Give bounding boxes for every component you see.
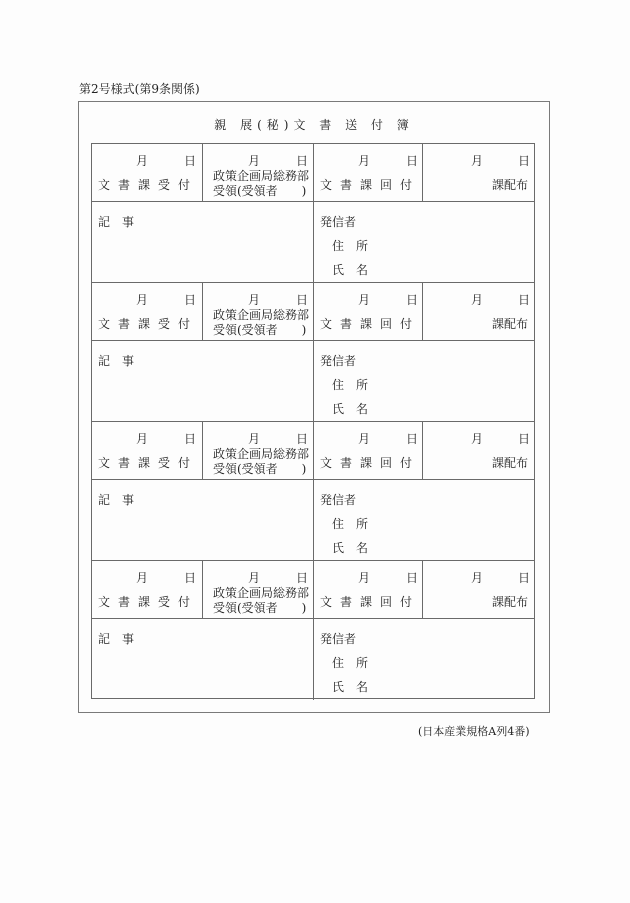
notes-cell[interactable]: [92, 202, 313, 282]
entry-header-row: [92, 283, 534, 341]
day-label: 日: [406, 293, 419, 307]
document-title: 親 展(秘)文 書 送 付 簿: [214, 118, 414, 132]
day-label: 日: [296, 571, 309, 585]
sender-label: 発信者: [320, 354, 357, 368]
sender-label: 発信者: [320, 493, 357, 507]
day-label: 日: [518, 432, 531, 446]
reception-label: 文書課受付: [98, 317, 199, 331]
general-affairs-receipt-cell[interactable]: [202, 283, 313, 340]
name-label: 氏名: [332, 263, 381, 277]
distribution-label: 課配布: [491, 456, 528, 470]
distribution-cell[interactable]: [422, 561, 534, 618]
delivery-register-table: [91, 143, 535, 699]
name-label: 氏名: [332, 402, 381, 416]
sender-cell[interactable]: [313, 619, 534, 700]
entry-body-row: [92, 202, 534, 283]
month-label: 月: [248, 293, 261, 307]
general-affairs-label: [213, 169, 309, 199]
sender-cell[interactable]: [313, 202, 534, 282]
entry-header-row: [92, 144, 534, 202]
day-label: 日: [184, 293, 197, 307]
reception-cell[interactable]: [92, 561, 202, 618]
receiver-label: 受領(受領者 ): [213, 184, 307, 198]
forwarding-cell[interactable]: [313, 422, 422, 479]
dept-name: 政策企画局総務部: [213, 586, 310, 600]
month-label: 月: [136, 571, 149, 585]
dept-name: 政策企画局総務部: [213, 447, 310, 461]
address-label: 住所: [332, 239, 381, 253]
month-label: 月: [471, 293, 484, 307]
document-frame: [78, 101, 550, 713]
notes-label: 記事: [98, 215, 147, 229]
forwarding-label: 文書課回付: [320, 595, 421, 609]
dept-name: 政策企画局総務部: [213, 169, 310, 183]
sender-label: 発信者: [320, 632, 357, 646]
distribution-cell[interactable]: [422, 283, 534, 340]
entry-body-row: [92, 341, 534, 422]
forwarding-label: 文書課回付: [320, 317, 421, 331]
month-label: 月: [136, 432, 149, 446]
distribution-cell[interactable]: [422, 144, 534, 201]
receiver-label: 受領(受領者 ): [213, 323, 307, 337]
general-affairs-receipt-cell[interactable]: [202, 422, 313, 479]
reception-label: 文書課受付: [98, 595, 199, 609]
reception-cell[interactable]: [92, 283, 202, 340]
day-label: 日: [296, 432, 309, 446]
name-label: 氏名: [332, 680, 381, 694]
month-label: 月: [471, 154, 484, 168]
month-label: 月: [248, 432, 261, 446]
address-label: 住所: [332, 656, 381, 670]
entry-body-row: [92, 480, 534, 561]
distribution-label: 課配布: [491, 317, 528, 331]
entry-body-row: [92, 619, 534, 700]
forwarding-label: 文書課回付: [320, 456, 421, 470]
forwarding-cell[interactable]: [313, 561, 422, 618]
name-label: 氏名: [332, 541, 381, 555]
month-label: 月: [358, 293, 371, 307]
address-label: 住所: [332, 517, 381, 531]
general-affairs-receipt-cell[interactable]: [202, 561, 313, 618]
reception-label: 文書課受付: [98, 456, 199, 470]
sender-label: 発信者: [320, 215, 357, 229]
reception-label: 文書課受付: [98, 178, 199, 192]
notes-cell[interactable]: [92, 480, 313, 560]
reception-cell[interactable]: [92, 144, 202, 201]
form-label: 第2号様式(第9条関係): [79, 82, 200, 96]
forwarding-label: 文書課回付: [320, 178, 421, 192]
distribution-cell[interactable]: [422, 422, 534, 479]
day-label: 日: [184, 571, 197, 585]
reception-cell[interactable]: [92, 422, 202, 479]
day-label: 日: [518, 293, 531, 307]
entry-header-row: [92, 561, 534, 619]
month-label: 月: [471, 432, 484, 446]
notes-cell[interactable]: [92, 341, 313, 421]
notes-label: 記事: [98, 493, 147, 507]
forwarding-cell[interactable]: [313, 283, 422, 340]
month-label: 月: [471, 571, 484, 585]
day-label: 日: [406, 571, 419, 585]
receiver-label: 受領(受領者 ): [213, 462, 307, 476]
month-label: 月: [136, 293, 149, 307]
dept-name: 政策企画局総務部: [213, 308, 310, 322]
sender-cell[interactable]: [313, 480, 534, 560]
sender-cell[interactable]: [313, 341, 534, 421]
day-label: 日: [296, 293, 309, 307]
month-label: 月: [136, 154, 149, 168]
entry-header-row: [92, 422, 534, 480]
general-affairs-label: [213, 308, 309, 338]
general-affairs-label: [213, 586, 309, 616]
forwarding-cell[interactable]: [313, 144, 422, 201]
month-label: 月: [358, 154, 371, 168]
day-label: 日: [406, 154, 419, 168]
day-label: 日: [406, 432, 419, 446]
address-label: 住所: [332, 378, 381, 392]
paper-size-note: (日本産業規格A列4番): [418, 725, 530, 738]
notes-label: 記事: [98, 354, 147, 368]
day-label: 日: [296, 154, 309, 168]
month-label: 月: [248, 571, 261, 585]
notes-cell[interactable]: [92, 619, 313, 700]
day-label: 日: [518, 571, 531, 585]
day-label: 日: [184, 432, 197, 446]
general-affairs-receipt-cell[interactable]: [202, 144, 313, 201]
distribution-label: 課配布: [491, 178, 528, 192]
day-label: 日: [184, 154, 197, 168]
month-label: 月: [248, 154, 261, 168]
month-label: 月: [358, 571, 371, 585]
day-label: 日: [518, 154, 531, 168]
month-label: 月: [358, 432, 371, 446]
distribution-label: 課配布: [491, 595, 528, 609]
general-affairs-label: [213, 447, 309, 477]
notes-label: 記事: [98, 632, 147, 646]
receiver-label: 受領(受領者 ): [213, 601, 307, 615]
